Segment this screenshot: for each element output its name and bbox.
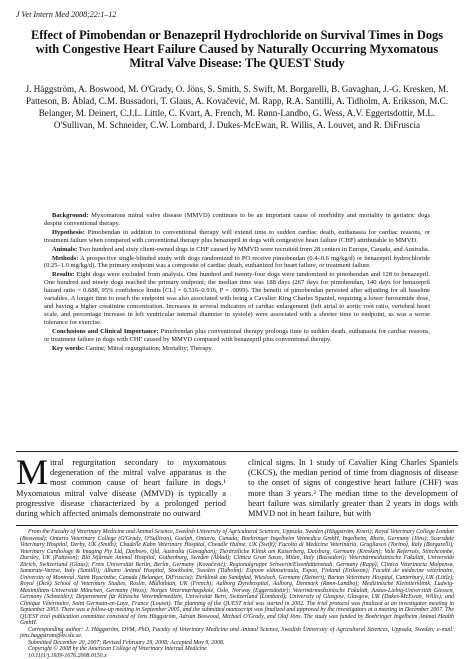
submission-dates: Submitted December 20, 2007; Revised February 29, 2008; Accepted May 9, 2008. [20, 640, 454, 647]
abstract-animals [44, 246, 430, 254]
abstract-heading: Hypothesis: [52, 229, 85, 236]
abstract-hypothesis [44, 229, 430, 245]
doi: 10.1111/j.1939-1676.2008.0150.x [20, 653, 454, 659]
abstract-text: A prospective single-blinded study with dogs randomized to PO receive pimobendan (0.4–0.6 mg/kg/d) or benazepril hydrochloride (0.25–1.0 mg/kg/d). The primary endpoint was a composite of cardiac death, euthanized for heart failure, or treatment failure. [44, 255, 430, 270]
abstract-heading: Results: [52, 271, 74, 278]
drop-cap: M [16, 459, 50, 486]
author-list: J. Häggström, A. Boswood, M. O'Grady, O. Jöns, S. Smith, S. Swift, M. Borgarelli, B. Gavaghan, J.-G. Kresken, M. Patteson, B. Åblad, C.M. Bussadori, T. Glaus, A. Kovačević, M. Rapp, R.A. Santilli, A. Tidholm, A. Eriksson, M.C. Belanger, M. Deinert, C.J.L. Little, C. Kvart, A. French, M. Rønn-Landbo, G. Wess, A.V. Eggertsdottir, M.L. O'Sullivan, M. Schneider, C.W. Lombard, J. Dukes-McEwan, R. Willis, A. Louvet, and R. DiFruscia [20, 83, 454, 131]
abstract-results [44, 271, 430, 326]
abstract-heading: Background: [52, 212, 88, 219]
abstract-text: Pimobendan plus conventional therapy prolongs time to sudden death, euthanasia for cardiac reasons, or treatment failure in dogs with CHF caused by MMVD compared with benazepril plus conventional therapy. [44, 328, 430, 343]
abstract-heading: Animals: [52, 246, 77, 253]
body-text-left: itral regurgitation secondary to myxomatous degeneration of the mitral valve apparatus is the most common cause of heart failure in dogs.¹ Myxomatous mitral valve disease (MMVD) is typically a progressive disease characterized by a prolonged period during which affected animals demonstrate no outward [16, 458, 226, 518]
abstract-heading: Key words: [52, 345, 84, 352]
abstract-methods [44, 255, 430, 271]
abstract-text: Two hundred and sixty client-owned dogs in CHF caused by MMVD were recruited from 28 centers in Europe, Canada, and Australia. [79, 246, 430, 253]
abstract-text: Canine; Mitral regurgitation; Mortality; Therapy. [86, 345, 213, 352]
copyright-note: Copyright © 2008 by the American College of Veterinary Internal Medicine [20, 646, 454, 653]
article-title: Effect of Pimobendan or Benazepril Hydrochloride on Survival Times in Dogs with Congestive Heart Failure Caused by Naturally Occurring Myxomatous Mitral Valve Disease: The QUEST Study [20, 28, 454, 70]
footnote-divider [16, 525, 458, 526]
abstract-background [44, 212, 430, 228]
abstract-heading: Conclusions and Clinical Importance: [52, 328, 159, 335]
footnotes [20, 529, 454, 659]
affiliations-note: From the Faculty of Veterinary Medicine and Animal Science, Swedish University of Agricultural Sciences, Uppsala, Sweden (Häggström, Kvart); Royal Veterinary College London (Boswood); Ontario Veterinary College (O'Grady, O'Sullivan), Guelph, Ontario, Canada; Boehringer Ingelheim Vetmedica GmbH, Ingelheim, Rhein, Germany (Jöns); Scarsdale Veterinary Hospital, Derby, UK (Smith); Chadelle Kahn Veterinary Hospital, Cheadle Hulme, UK (Swift); Facoltà di Medicina Veterinaria, Grugliasco (Torino), Italy (Borgarelli); Veterinary Cardiology & Imaging Pty Ltd, Dayboro, Qld, Australia (Gavaghan); Tierärztliche Klinik am Kaiserberg, Duisburg, Germany (Kresken); Vale Referrals, Stinchcombe, Dursley, UK (Patteson); Blå Stjärnan Animal Hospital, Gothenburg, Sweden (Åblad); Clinica Gran Sasso, Milan, Italy (Bussadori); Veterinärmedizinische Fakultät, Universität Zürich, Switzerland (Glaus); Freie Universität Berlin, Berlin, Germany (Kovačević); Regionalgruppe Schwerin/Eisenhüttenstadt, Germany (Rapp); Clinica Veterinaria Malpensa, Samarate-Varese, Italy (Santilli); Albano Animal Hospital, Stockholm, Sweden (Tidholm); Espoon eläinsairaala, Espoo, Finland (Eriksson); Faculté de médecine vétérinaire, University of Montreal, Saint Hyacinthe, Canada (Belanger, DiFruscia); Tierklinik am Sandpfad, Wiesloch, Germany (Deinert); Barton Veterinary Hospital, Canterbury, UK (Little); Royal (Dick) School of Veterinary Studies, Roslin, Midlothian, UK (French); Aalborg Dyrehospital, Aalborg, Denmark (Rønn-Landbo); Medizinische Kleintierklinik, Ludwig-Maximilians-Universität München, Germany (Wess); Norges Veterinærhøgskole, Oslo, Norway (Eggertsdottir); Veterinärmedizinische Fakultät, Justus-Liebig-Universität Giessen, Germany (Schneider); Departement für klinische Veterinärmedizin, Universität Bern, Switzerland (Lombard); University of Glasgow, Glasgow, UK (Dukes-McEwan, Willis); and Clinique Vétérinaire, Saint Germain-en-Laye, France (Louvet). The planning of the QUEST trial was started in 2002. The trial protocol was finalized at an investigator meeting in September 2003. There was a follow-up meeting in September 2005, and the submitted manuscript was finalized and approved by the investigators at a meeting in December 2007. The QUEST trial publication committee consisted of Jens Häggström, Adrian Boswood, Michael O'Grady, and Olaf Jöns. The study was funded by Boehringer Ingelheim Animal Health GmbH. [20, 529, 454, 627]
abstract-keywords [44, 345, 430, 353]
abstract-text: Myxomatous mitral valve disease (MMVD) continues to be an important cause of morbidity and mortality in geriatric dogs despite conventional therapy. [44, 212, 430, 227]
section-divider [16, 451, 458, 452]
corresponding-author-note: Corresponding author: J. Häggström, DVM, PhD, Faculty of Veterinary Medicine and Animal Science, Swedish University of Agricultural Sciences, Uppsala, Sweden; e-mail: jens.haggstrom@kv.slu.se. [20, 627, 454, 640]
abstract-conclusions [44, 328, 430, 344]
abstract-heading: Methods: [52, 255, 78, 262]
body-column-left [16, 458, 226, 519]
abstract-text: Eight dogs were excluded from analysis. One hundred and twenty-four dogs were randomized to pimobendan and 128 to benazepril. One hundred and ninety dogs reached the primary endpoint; the median time was 188 days (267 days for pimobendan, 140 days for benazepril hazard ratio = 0.688, 95% confidence limits [CL] = 0.516–0.916, P = .0099). The benefit of pimobendan persisted after adjusting for all baseline variables. A longer time to reach the endpoint was also associated with being a Cavalier King Charles Spaniel, requiring a lower furosemide dose, and having a higher creatinine concentration. Increases in several indicators of cardiac enlargement (left atrial to aortic root ratio, vertebral heart scale, and percentage increase in left ventricular internal diameter in systole) were associated with a shorter time to endpoint, as was a worse tolerance for exercise. [44, 271, 430, 325]
body-text-right: clinical signs. In 1 study of Cavalier King Charles Spaniels (CKCS), the median period of time from diagnosis of disease to the onset of signs of congestive heart failure (CHF) was more than 3 years.² The median time to the development of heart failure was similarly greater than 2 years in dogs with MMVD not in heart failure, but with [248, 458, 458, 518]
body-column-right [248, 458, 458, 519]
journal-citation: J Vet Intern Med 2008;22:1–12 [16, 10, 116, 19]
abstract [44, 212, 430, 352]
abstract-text: Pimobendan in addition to conventional therapy will extend time to sudden cardiac death, euthanasia for cardiac reasons, or treatment failure when compared with conventional therapy plus benazepril in dogs with congestive heart failure (CHF) attributable to MMVD. [44, 229, 430, 244]
